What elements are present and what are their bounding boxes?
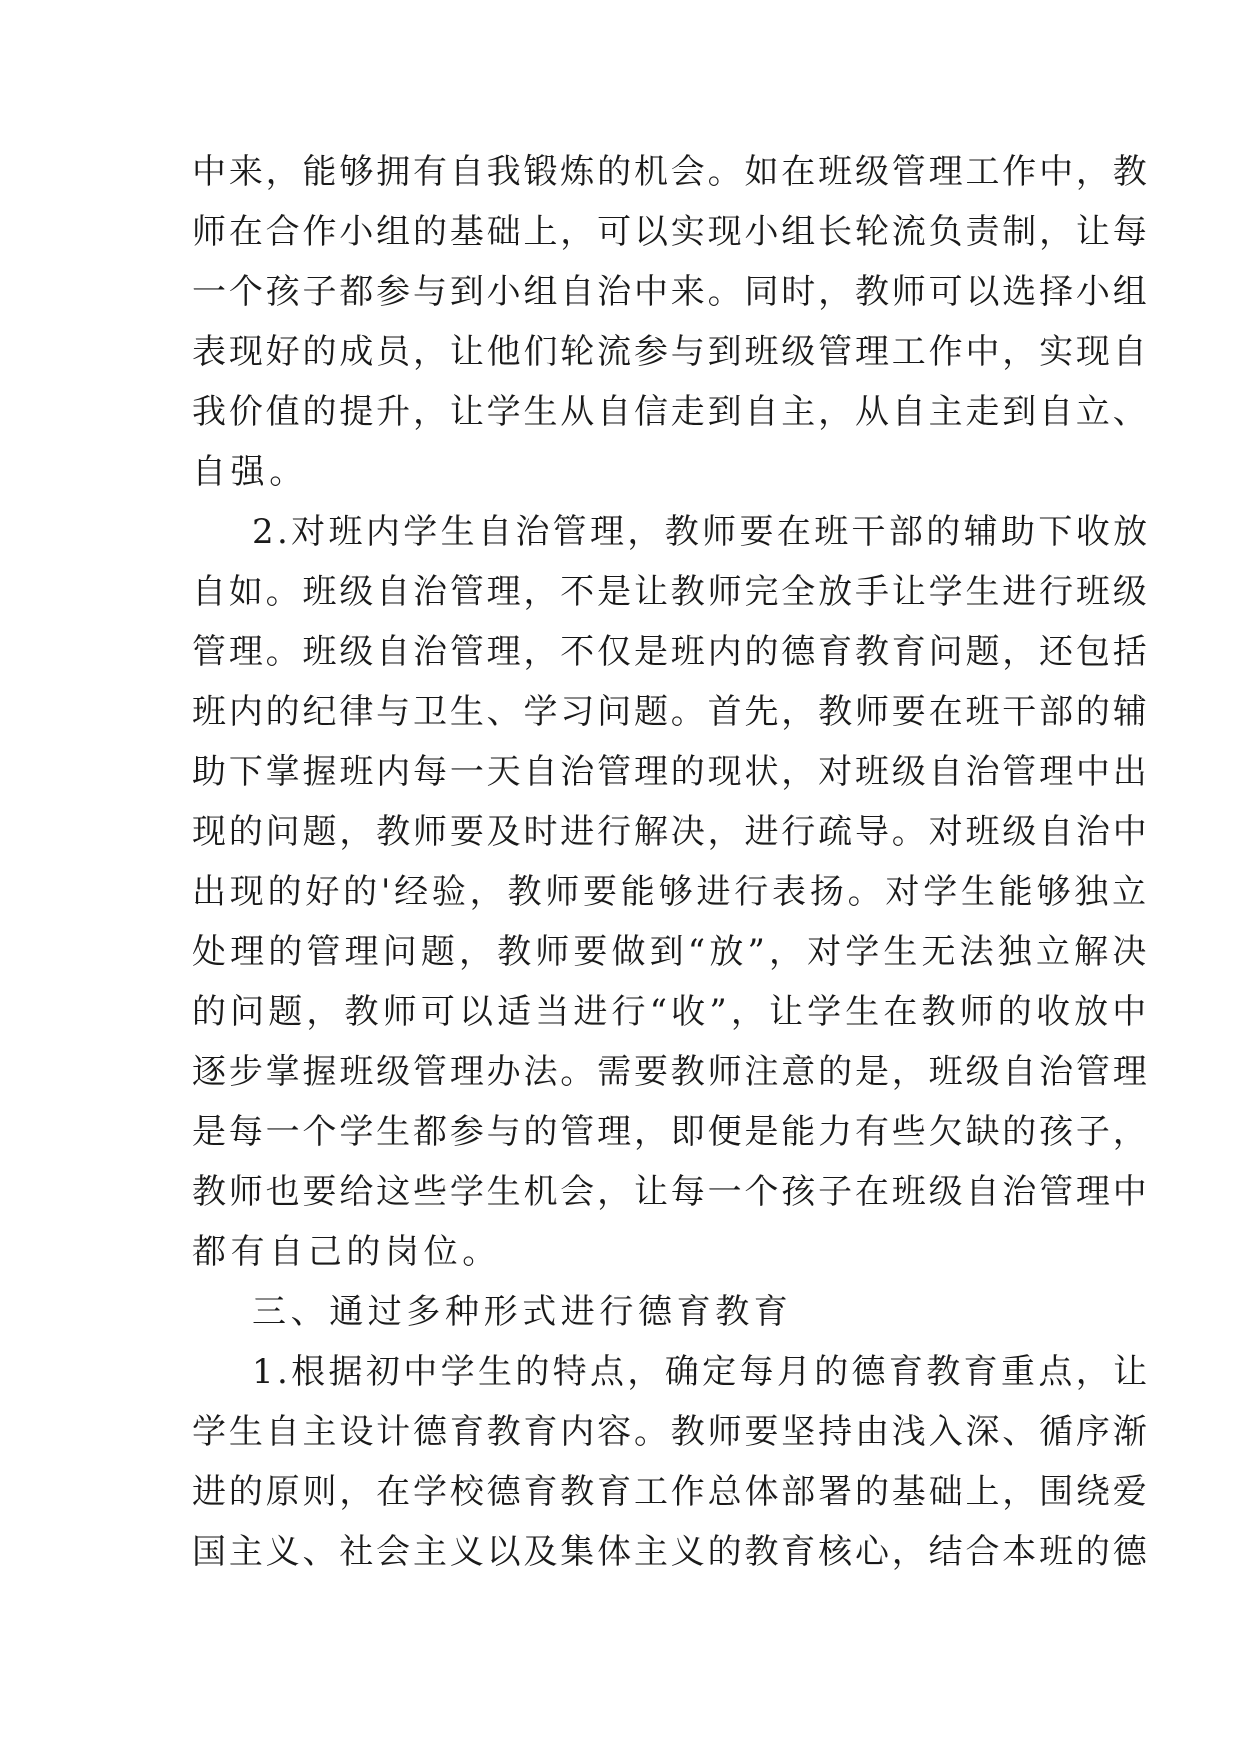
text-line: 出现的好的'经验，教师要能够进行表扬。对学生能够独立	[192, 872, 1150, 912]
text-line: 师在合作小组的基础上，可以实现小组长轮流负责制，让每	[192, 212, 1150, 252]
paragraph-start-line: 2.对班内学生自治管理，教师要在班干部的辅助下收放	[252, 512, 1151, 552]
text-line: 自强。	[192, 452, 308, 492]
text-line: 逐步掌握班级管理办法。需要教师注意的是，班级自治管理	[192, 1052, 1150, 1092]
paragraph-start-line: 1.根据初中学生的特点，确定每月的德育教育重点，让	[252, 1352, 1151, 1392]
text-line: 表现好的成员，让他们轮流参与到班级管理工作中，实现自	[192, 332, 1150, 372]
text-line: 处理的管理问题，教师要做到“放”，对学生无法独立解决	[192, 932, 1151, 972]
text-line: 现的问题，教师要及时进行解决，进行疏导。对班级自治中	[192, 812, 1150, 852]
text-line: 是每一个学生都参与的管理，即便是能力有些欠缺的孩子，	[192, 1112, 1150, 1152]
text-line: 教师也要给这些学生机会，让每一个孩子在班级自治管理中	[192, 1172, 1150, 1212]
text-line: 的问题，教师可以适当进行“收”，让学生在教师的收放中	[192, 992, 1151, 1032]
text-line: 自如。班级自治管理，不是让教师完全放手让学生进行班级	[192, 572, 1150, 612]
text-line: 进的原则，在学校德育教育工作总体部署的基础上，围绕爱	[192, 1472, 1150, 1512]
text-line: 国主义、社会主义以及集体主义的教育核心，结合本班的德	[192, 1532, 1150, 1572]
text-line: 学生自主设计德育教育内容。教师要坚持由浅入深、循序渐	[192, 1412, 1150, 1452]
text-line: 班内的纪律与卫生、学习问题。首先，教师要在班干部的辅	[192, 692, 1150, 732]
section-heading: 三、通过多种形式进行德育教育	[252, 1292, 793, 1332]
text-line: 助下掌握班内每一天自治管理的现状，对班级自治管理中出	[192, 752, 1150, 792]
text-line: 中来，能够拥有自我锻炼的机会。如在班级管理工作中，教	[192, 152, 1150, 192]
text-line: 一个孩子都参与到小组自治中来。同时，教师可以选择小组	[192, 272, 1150, 312]
text-line: 我价值的提升，让学生从自信走到自主，从自主走到自立、	[192, 392, 1150, 432]
text-line: 管理。班级自治管理，不仅是班内的德育教育问题，还包括	[192, 632, 1150, 672]
text-line: 都有自己的岗位。	[192, 1232, 501, 1272]
